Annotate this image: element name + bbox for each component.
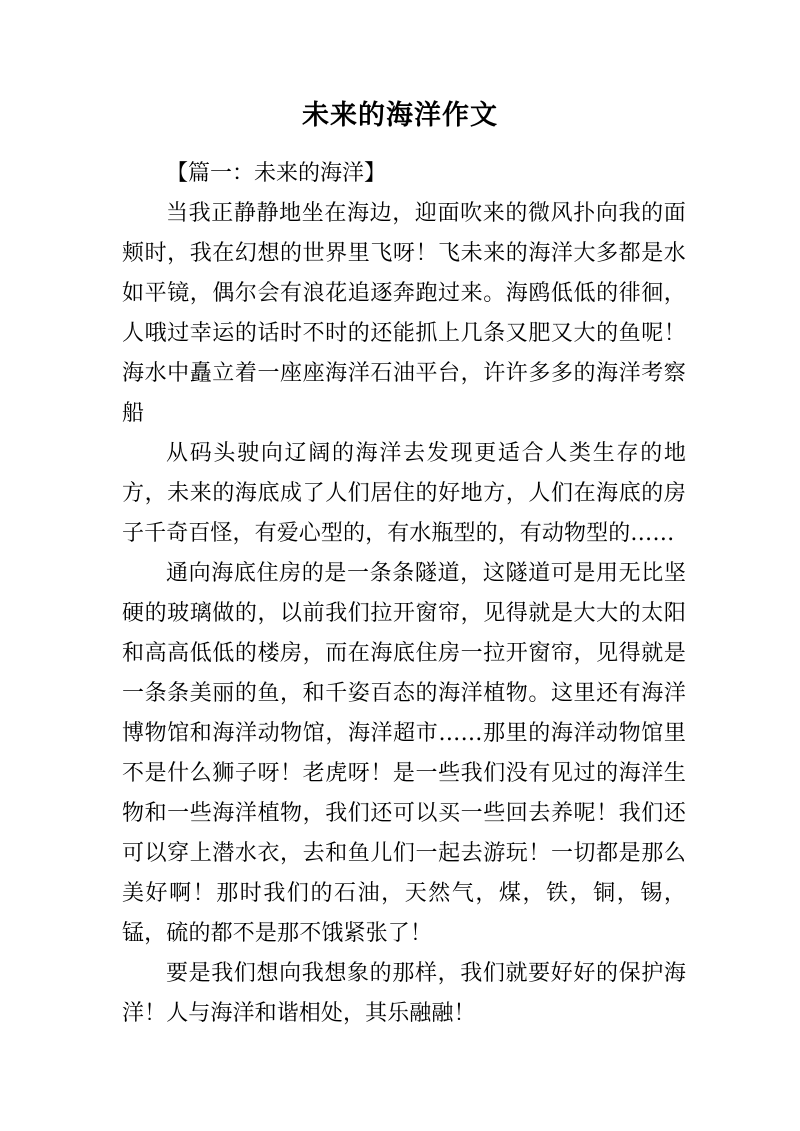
paragraph-1: 当我正静静地坐在海边，迎面吹来的微风扑向我的面颊时，我在幻想的世界里飞呀！飞未来的海洋大多都是水如平镜，偶尔会有浪花追逐奔跑过来。海鸥低低的徘徊，人哦过幸运的话时不时的还能抓上几条又肥又大的鱼呢！海水中矗立着一座座海洋石油平台，许许多多的海洋考察船: [122, 201, 686, 426]
document-body: [122, 154, 686, 1034]
section-heading: 【篇一：未来的海洋】: [166, 161, 387, 186]
paragraph-3: 通向海底住房的是一条条隧道，这隧道可是用无比坚硬的玻璃做的，以前我们拉开窗帘，见得就是大大的太阳和高高低低的楼房，而在海底住房一拉开窗帘，见得就是一条条美丽的鱼，和千姿百态的海洋植物。这里还有海洋博物馆和海洋动物馆，海洋超市……那里的海洋动物馆里不是什么狮子呀！老虎呀！是一些我们没有见过的海洋生物和一些海洋植物，我们还可以买一些回去养呢！我们还可以穿上潜水衣，去和鱼儿们一起去游玩！一切都是那么美好啊！那时我们的石油，天然气，煤，铁，铜，锡，锰，硫的都不是那不饿紧张了！: [122, 561, 686, 946]
document-title: 未来的海洋作文: [302, 100, 498, 131]
paragraph-4: 要是我们想向我想象的那样，我们就要好好的保护海洋！人与海洋和谐相处，其乐融融！: [122, 961, 686, 1026]
paragraph-2: 从码头驶向辽阔的海洋去发现更适合人类生存的地方，未来的海底成了人们居住的好地方，人们在海底的房子千奇百怪，有爱心型的，有水瓶型的，有动物型的……: [122, 441, 686, 546]
